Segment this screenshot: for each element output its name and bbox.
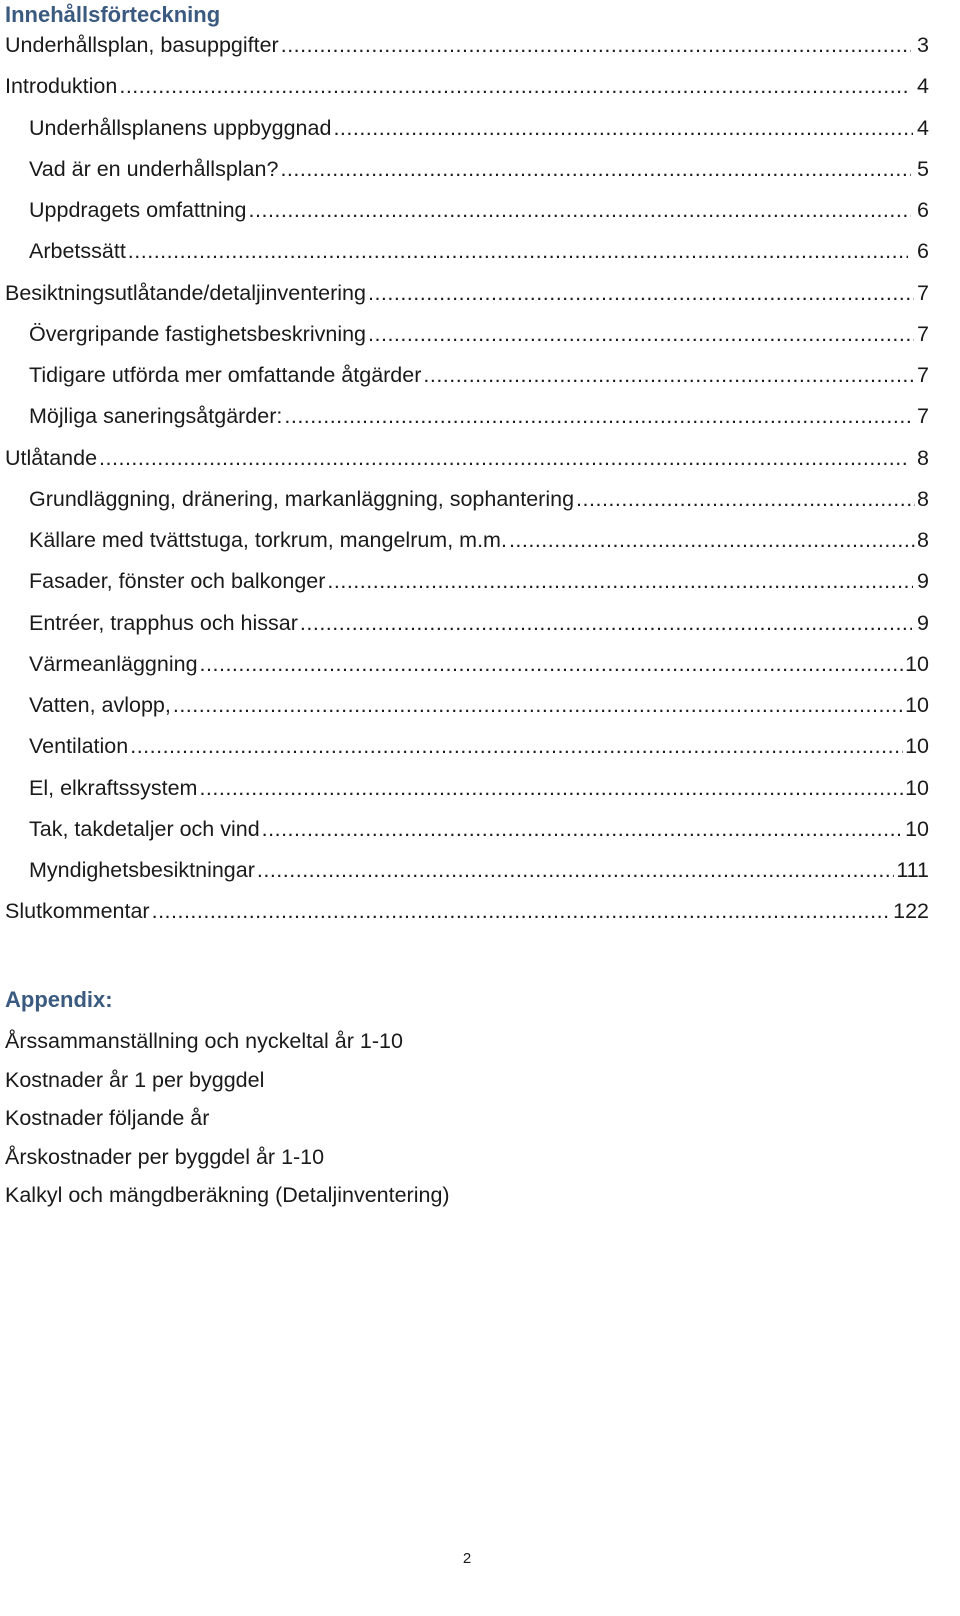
toc-entry-page: 9 — [917, 569, 929, 594]
toc-entry[interactable] — [0, 275, 960, 316]
toc-entry-title: Värmeanläggning — [29, 651, 198, 676]
toc-entry[interactable] — [0, 605, 960, 646]
toc-entry[interactable] — [0, 192, 960, 233]
toc-entry-page: 8 — [917, 445, 929, 470]
appendix-item: Årssammanställning och nyckeltal år 1-10 — [5, 1029, 403, 1053]
toc-entry-title: Ventilation — [29, 734, 129, 759]
toc-entry-page: 5 — [917, 156, 929, 181]
toc-entry-page: 10 — [905, 775, 929, 800]
toc-leader-dots — [368, 316, 913, 352]
toc-entry-title: Arbetssätt — [29, 239, 126, 264]
toc-entry-title: El, elkraftssystem — [29, 775, 198, 800]
appendix-heading: Appendix: — [5, 987, 113, 1012]
toc-leader-dots — [281, 27, 912, 63]
toc-leader-dots — [423, 357, 914, 393]
toc-entry[interactable] — [0, 151, 960, 192]
toc-entry[interactable] — [0, 110, 960, 151]
toc-entry[interactable] — [0, 357, 960, 398]
toc-entry-page: 111 — [896, 858, 929, 882]
toc-entry[interactable] — [0, 398, 960, 439]
toc-entry-title: Uppdragets omfattning — [29, 198, 247, 222]
toc-entry-page: 6 — [917, 198, 929, 222]
toc-leader-dots — [368, 275, 914, 311]
toc-entry-page: 7 — [917, 280, 929, 305]
toc-leader-dots — [280, 151, 911, 187]
toc-entry-page: 4 — [917, 74, 929, 99]
toc-entry[interactable] — [0, 316, 960, 357]
toc-leader-dots — [333, 110, 912, 146]
toc-entry-page: 122 — [893, 899, 929, 924]
toc-leader-dots — [173, 687, 903, 723]
toc-entry-page: 8 — [917, 486, 929, 511]
toc-entry-title: Vatten, avlopp, — [29, 693, 171, 717]
toc-leader-dots — [257, 852, 894, 888]
toc-entry[interactable] — [0, 563, 960, 604]
toc-entry-title: Entréer, trapphus och hissar — [29, 610, 298, 635]
toc-leader-dots — [249, 192, 911, 228]
toc-leader-dots — [128, 233, 908, 269]
toc-leader-dots — [152, 893, 892, 929]
toc-entry-page: 10 — [905, 816, 929, 841]
toc-entry-title: Tidigare utförda mer omfattande åtgärder — [29, 363, 422, 387]
toc-entry-title: Underhållsplan, basuppgifter — [5, 33, 279, 57]
toc-list — [0, 27, 960, 935]
toc-entry-title: Slutkommentar — [5, 899, 150, 924]
toc-entry-page: 8 — [917, 528, 929, 552]
toc-entry[interactable] — [0, 893, 960, 934]
toc-leader-dots — [199, 770, 903, 806]
toc-entry-page: 10 — [905, 693, 929, 717]
toc-entry[interactable] — [0, 233, 960, 274]
page-number: 2 — [462, 1550, 472, 1567]
toc-entry-title: Introduktion — [5, 74, 118, 99]
toc-leader-dots — [200, 646, 904, 682]
toc-leader-dots — [119, 68, 907, 104]
toc-entry[interactable] — [0, 728, 960, 769]
toc-entry-page: 7 — [917, 321, 929, 346]
appendix-item: Årskostnader per byggdel år 1-10 — [5, 1144, 325, 1169]
appendix-item: Kalkyl och mängdberäkning (Detaljinventering) — [5, 1183, 450, 1207]
toc-entry-title: Vad är en underhållsplan? — [29, 156, 279, 181]
toc-leader-dots — [576, 481, 915, 517]
toc-entry-page: 3 — [917, 33, 929, 57]
toc-leader-dots — [130, 728, 903, 764]
toc-entry-title: Grundläggning, dränering, markanläggning, sophantering — [29, 486, 575, 511]
toc-entry-page: 10 — [905, 651, 929, 676]
toc-leader-dots — [509, 522, 915, 558]
toc-entry[interactable] — [0, 646, 960, 687]
toc-entry-page: 7 — [917, 363, 929, 387]
toc-entry-title: Myndighetsbesiktningar — [29, 858, 255, 882]
toc-leader-dots — [99, 440, 907, 476]
toc-heading: Innehållsförteckning — [5, 2, 221, 27]
toc-entry[interactable] — [0, 27, 960, 68]
toc-entry[interactable] — [0, 811, 960, 852]
toc-entry[interactable] — [0, 770, 960, 811]
appendix-item: Kostnader följande år — [5, 1106, 210, 1130]
toc-entry-page: 10 — [905, 734, 929, 759]
toc-leader-dots — [262, 811, 903, 847]
toc-entry[interactable] — [0, 522, 960, 563]
toc-entry[interactable] — [0, 440, 960, 481]
toc-entry-title: Utlåtande — [5, 445, 98, 470]
toc-entry-page: 7 — [917, 404, 929, 429]
toc-entry-page: 6 — [917, 239, 929, 264]
toc-leader-dots — [327, 563, 912, 599]
toc-entry-page: 4 — [917, 115, 929, 140]
appendix-list — [5, 1022, 450, 1215]
toc-entry-title: Källare med tvättstuga, torkrum, mangelrum, m.m. — [29, 528, 507, 552]
toc-entry-title: Underhållsplanens uppbyggnad — [29, 115, 332, 140]
toc-entry-title: Tak, takdetaljer och vind — [29, 816, 260, 841]
toc-entry[interactable] — [0, 852, 960, 893]
toc-entry[interactable] — [0, 68, 960, 109]
toc-entry-title: Möjliga saneringsåtgärder: — [29, 404, 283, 429]
toc-entry-title: Övergripande fastighetsbeskrivning — [29, 321, 367, 346]
toc-leader-dots — [284, 398, 911, 434]
toc-leader-dots — [300, 605, 912, 641]
toc-entry-title: Fasader, fönster och balkonger — [29, 569, 326, 594]
appendix-item: Kostnader år 1 per byggdel — [5, 1067, 265, 1092]
toc-entry[interactable] — [0, 481, 960, 522]
toc-entry[interactable] — [0, 687, 960, 728]
toc-entry-page: 9 — [917, 610, 929, 635]
toc-entry-title: Besiktningsutlåtande/detaljinventering — [5, 280, 366, 305]
